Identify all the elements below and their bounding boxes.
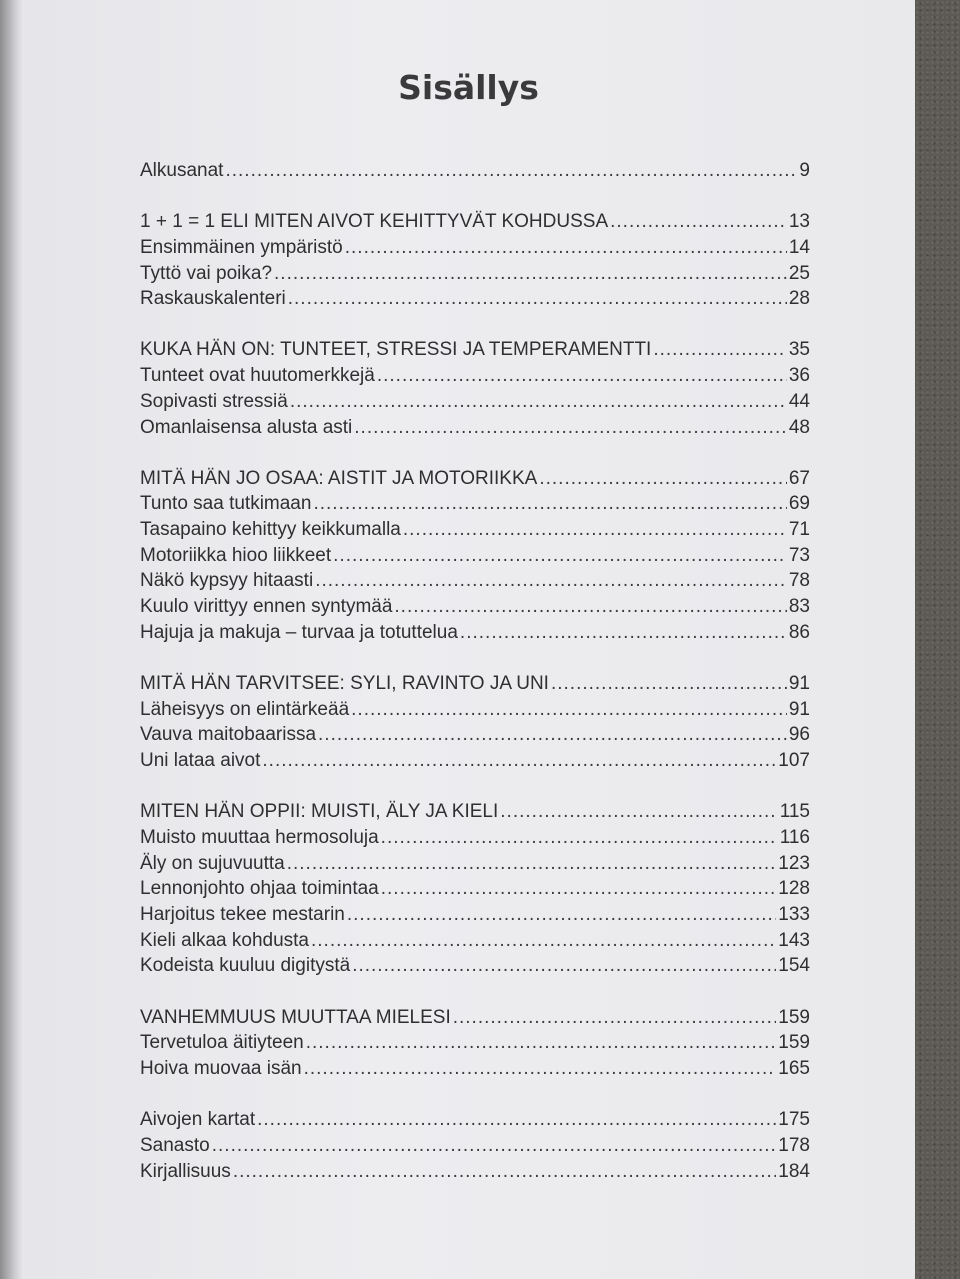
toc-entry-label: MITEN HÄN OPPII: MUISTI, ÄLY JA KIELI [140,801,499,823]
toc-entry-label: Hajuja ja makuja – turvaa ja totuttelua [140,621,458,643]
toc-entry [140,1058,810,1084]
dot-leader [354,417,787,439]
toc-entry-page: 115 [779,801,810,823]
dot-leader [460,622,787,644]
toc-entry-page: 35 [788,339,810,361]
toc-entry-page: 184 [778,1160,810,1182]
toc-entry [140,1109,810,1135]
toc-entry [140,827,810,853]
toc-entry-label: Ensimmäinen ympäristö [140,236,343,258]
toc-section [140,468,810,648]
toc-entry-label: Kodeista kuuluu digitystä [140,955,351,977]
toc-entry-page: 165 [778,1057,810,1079]
toc-entry-page: 25 [788,262,810,284]
dot-leader [318,724,787,746]
toc-entry-label: Muisto muuttaa hermosoluja [140,826,379,848]
toc-entry [140,878,810,904]
dot-leader [257,1109,776,1131]
dot-leader [262,750,776,772]
dot-leader [610,211,787,233]
toc-entry-page: 154 [778,955,810,977]
toc-entry-page: 67 [788,467,810,489]
toc-entry-page: 159 [778,1006,810,1028]
toc-entry [140,468,810,494]
dot-leader [403,519,787,541]
toc-entry-page: 13 [788,211,810,233]
toc-section [140,1109,810,1186]
dot-leader [377,365,787,387]
dot-leader [304,1058,777,1080]
toc-entry [140,724,810,750]
toc-section [140,211,810,314]
dot-leader [381,827,778,849]
toc-entry-page: 69 [788,493,810,515]
table-of-contents [140,160,810,1212]
toc-entry-label: Harjoitus tekee mestarin [140,904,345,925]
toc-entry [140,339,810,365]
toc-entry-page: 96 [788,724,810,746]
toc-entry-label: Tunto saa tutkimaan [140,493,312,515]
dot-leader [315,570,787,592]
dot-leader [394,596,786,618]
toc-entry [140,801,810,827]
toc-entry [140,493,810,519]
dot-leader [381,878,777,900]
dot-leader [453,1007,777,1029]
toc-entry-page: 73 [788,544,810,566]
toc-entry-label: Lennonjohto ohjaa toimintaa [140,878,379,900]
toc-entry [140,673,810,699]
toc-entry-page: 14 [788,236,810,258]
toc-entry-page: 91 [788,698,810,720]
dot-leader [333,545,787,567]
toc-entry-page: 71 [788,519,810,541]
page-title: Sisällys [398,68,539,107]
toc-section [140,1007,810,1084]
toc-entry-label: Aivojen kartat [140,1109,256,1131]
toc-entry [140,1007,810,1033]
toc-entry-label: 1 + 1 = 1 ELI MITEN AIVOT KEHITTYVÄT KOHDUSSA [140,211,609,233]
toc-entry-label: Tyttö vai poika? [140,262,273,284]
dot-leader [225,160,797,182]
toc-entry-label: KUKA HÄN ON: TUNTEET, STRESSI JA TEMPERAMENTTI [140,339,652,361]
toc-entry-page: 78 [788,570,810,592]
dot-leader [233,1161,776,1183]
toc-entry-label: MITÄ HÄN TARVITSEE: SYLI, RAVINTO JA UNI [140,673,549,694]
toc-entry [140,160,810,186]
toc-entry [140,930,810,956]
toc-entry [140,288,810,314]
toc-entry-page: 28 [788,288,810,310]
toc-section [140,339,810,442]
toc-entry [140,545,810,571]
toc-entry-label: Läheisyys on elintärkeää [140,698,350,720]
toc-entry [140,622,810,648]
toc-entry [140,237,810,263]
toc-entry-label: Alkusanat [140,160,224,181]
toc-entry [140,955,810,981]
toc-entry [140,365,810,391]
toc-entry-page: 116 [779,826,810,848]
toc-entry [140,211,810,237]
toc-entry-label: Tasapaino kehittyy keikkumalla [140,519,401,541]
toc-entry-label: Raskauskalenteri [140,288,286,310]
dot-leader [653,339,787,361]
toc-entry-label: Tervetuloa äitiyteen [140,1032,304,1054]
book-page [22,0,915,1279]
toc-entry-label: Sanasto [140,1134,210,1156]
dot-leader [551,673,787,695]
toc-section [140,801,810,981]
toc-entry-label: Kuulo virittyy ennen syntymää [140,596,393,618]
toc-entry [140,853,810,879]
toc-entry [140,904,810,930]
toc-entry-label: Tunteet ovat huutomerkkejä [140,365,375,387]
dot-leader [306,1032,777,1054]
dot-leader [347,904,776,926]
toc-entry-page: 9 [799,160,810,181]
toc-entry [140,699,810,725]
toc-entry-label: Hoiva muovaa isän [140,1057,302,1079]
toc-entry [140,596,810,622]
toc-entry [140,1135,810,1161]
toc-entry-label: Näkö kypsyy hitaasti [140,570,314,592]
book-spine [0,0,22,1279]
toc-entry-page: 44 [788,390,810,412]
dot-leader [352,955,776,977]
toc-section [140,160,810,186]
toc-entry [140,263,810,289]
dot-leader [290,391,787,413]
toc-entry-label: Motoriikka hioo liikkeet [140,544,332,566]
toc-entry-label: Vauva maitobaarissa [140,724,317,746]
toc-entry [140,519,810,545]
toc-entry-label: Kirjallisuus [140,1160,231,1182]
toc-entry-page: 175 [778,1109,810,1131]
toc-entry [140,1161,810,1187]
toc-entry-label: Uni lataa aivot [140,750,261,772]
toc-entry-page: 133 [778,904,810,925]
dot-leader [287,853,777,875]
toc-entry [140,391,810,417]
toc-entry-label: VANHEMMUUS MUUTTAA MIELESI [140,1006,451,1028]
toc-entry-label: Omanlaisensa alusta asti [140,416,353,438]
dot-leader [500,801,777,823]
dot-leader [274,263,787,285]
toc-entry-page: 48 [788,416,810,438]
dot-leader [345,237,787,259]
toc-entry [140,570,810,596]
toc-entry-page: 178 [778,1134,810,1156]
toc-entry-label: Äly on sujuvuutta [140,852,285,874]
toc-entry-page: 91 [788,673,810,694]
toc-entry-page: 107 [778,750,810,772]
toc-entry-page: 128 [778,878,810,900]
toc-entry-label: Sopivasti stressiä [140,390,288,412]
dot-leader [313,493,786,515]
dot-leader [351,699,787,721]
toc-entry-label: MITÄ HÄN JO OSAA: AISTIT JA MOTORIIKKA [140,467,538,489]
toc-entry-page: 83 [788,596,810,618]
toc-entry [140,417,810,443]
dot-leader [212,1135,777,1157]
toc-entry-page: 143 [778,929,810,951]
toc-entry-page: 36 [788,365,810,387]
dot-leader [311,930,776,952]
toc-entry [140,750,810,776]
dot-leader [539,468,787,490]
toc-entry [140,1032,810,1058]
toc-entry-page: 86 [788,621,810,643]
toc-section [140,673,810,776]
toc-entry-page: 159 [778,1032,810,1054]
dot-leader [288,288,787,310]
toc-entry-page: 123 [778,852,810,874]
toc-entry-label: Kieli alkaa kohdusta [140,929,309,951]
